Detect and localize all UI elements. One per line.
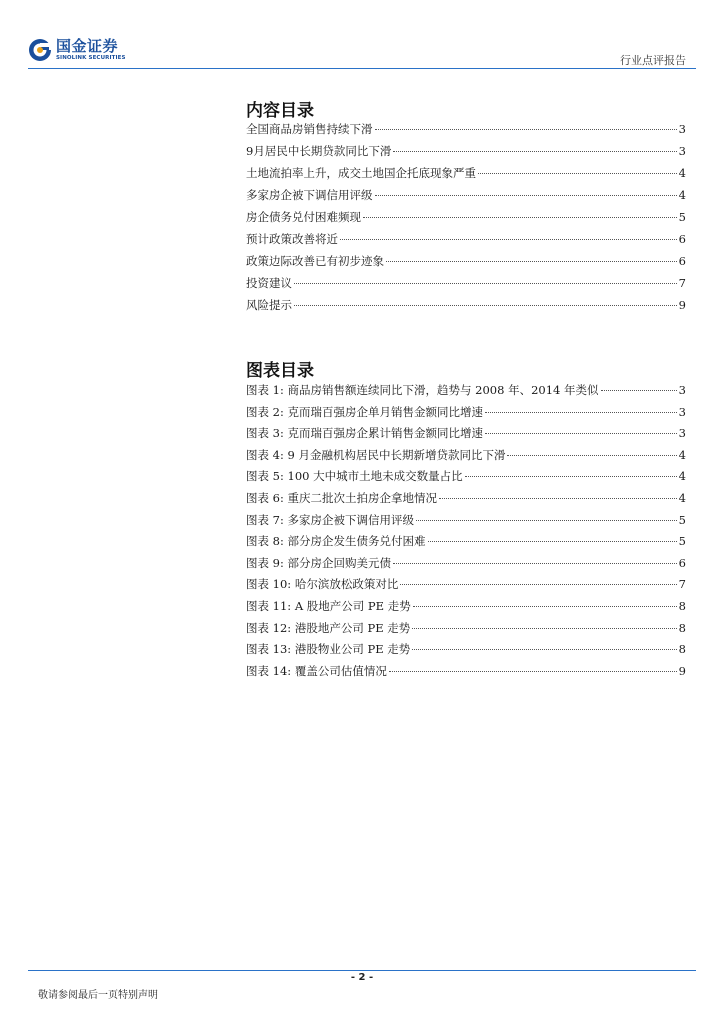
toc-entry-label: 图表 3: 克而瑞百强房企累计销售金额同比增速	[246, 426, 483, 441]
toc-entry-page: 5	[678, 534, 686, 549]
toc-entry-page: 8	[678, 642, 686, 657]
toc-entry-label: 图表 13: 港股物业公司 PE 走势	[246, 642, 411, 657]
brand-name-en: SINOLINK SECURITIES	[56, 54, 126, 61]
toc-entry-page: 6	[678, 254, 686, 268]
toc-entry[interactable]	[246, 555, 686, 577]
toc-entry-page: 5	[678, 210, 686, 224]
toc-leader-dots	[389, 671, 677, 672]
toc-leader-dots	[375, 195, 677, 196]
toc-entry-label: 房企债务兑付困难频现	[246, 210, 361, 224]
toc-entry[interactable]	[246, 231, 686, 253]
toc-entry-page: 6	[678, 555, 686, 570]
toc-entry[interactable]	[246, 490, 686, 512]
toc-entry-label: 图表 2: 克而瑞百强房企单月销售金额同比增速	[246, 404, 483, 419]
toc-entry[interactable]	[246, 382, 686, 404]
toc-entry-label: 政策边际改善已有初步迹象	[246, 254, 384, 268]
toc-entry[interactable]	[246, 275, 686, 297]
toc-entry[interactable]	[246, 143, 686, 165]
toc-leader-dots	[294, 305, 677, 306]
toc-entry-label: 图表 8: 部分房企发生债务兑付困难	[246, 534, 426, 549]
toc-leader-dots	[485, 412, 677, 413]
toc-entry-page: 4	[678, 469, 686, 484]
brand-logo	[28, 38, 126, 62]
toc-entry-label: 图表 12: 港股地产公司 PE 走势	[246, 620, 411, 635]
toc-entry-label: 图表 11: A 股地产公司 PE 走势	[246, 598, 411, 613]
toc-entry-page: 8	[678, 598, 686, 613]
toc-leader-dots	[416, 520, 677, 521]
toc-entry[interactable]	[246, 253, 686, 275]
page-header	[0, 0, 724, 72]
toc-entry[interactable]	[246, 297, 686, 319]
toc-entry-label: 投资建议	[246, 276, 292, 290]
figure-toc	[246, 382, 686, 684]
toc-entry-label: 图表 4: 9 月金融机构居民中长期新增贷款同比下滑	[246, 447, 506, 462]
toc-entry-label: 图表 6: 重庆二批次土拍房企拿地情况	[246, 490, 438, 505]
toc-entry[interactable]	[246, 533, 686, 555]
toc-leader-dots	[485, 433, 677, 434]
toc-entry-label: 多家房企被下调信用评级	[246, 188, 373, 202]
toc-entry[interactable]	[246, 512, 686, 534]
report-type: 行业点评报告	[620, 54, 686, 67]
toc-leader-dots	[412, 649, 676, 650]
toc-entry[interactable]	[246, 598, 686, 620]
content-toc	[246, 121, 686, 319]
header-divider	[28, 68, 696, 69]
toc-entry-label: 图表 10: 哈尔滨放松政策对比	[246, 577, 399, 592]
figure-toc-title: 图表目录	[246, 361, 314, 381]
toc-leader-dots	[393, 563, 677, 564]
toc-entry-page: 9	[678, 663, 686, 678]
toc-entry-page: 6	[678, 232, 686, 246]
toc-entry-page: 3	[678, 144, 686, 158]
toc-entry-label: 图表 14: 覆盖公司估值情况	[246, 663, 387, 678]
toc-entry-label: 风险提示	[246, 298, 292, 312]
toc-entry-page: 3	[678, 426, 686, 441]
toc-leader-dots	[428, 541, 677, 542]
disclaimer: 敬请参阅最后一页特别声明	[38, 990, 158, 1001]
toc-leader-dots	[465, 476, 677, 477]
toc-entry[interactable]	[246, 447, 686, 469]
toc-entry[interactable]	[246, 425, 686, 447]
toc-entry-label: 全国商品房销售持续下滑	[246, 122, 373, 136]
toc-entry-page: 5	[678, 512, 686, 527]
toc-entry-page: 4	[678, 166, 686, 180]
toc-leader-dots	[507, 455, 676, 456]
toc-entry-label: 图表 5: 100 大中城市土地未成交数量占比	[246, 469, 463, 484]
toc-entry[interactable]	[246, 576, 686, 598]
sinolink-logo-icon	[28, 38, 52, 62]
toc-entry[interactable]	[246, 641, 686, 663]
toc-entry-page: 4	[678, 447, 686, 462]
toc-entry-label: 图表 7: 多家房企被下调信用评级	[246, 512, 415, 527]
toc-entry-page: 3	[678, 122, 686, 136]
toc-entry[interactable]	[246, 187, 686, 209]
toc-leader-dots	[478, 173, 677, 174]
toc-leader-dots	[294, 283, 677, 284]
toc-leader-dots	[400, 584, 676, 585]
toc-entry[interactable]	[246, 121, 686, 143]
toc-leader-dots	[386, 261, 677, 262]
toc-entry[interactable]	[246, 468, 686, 490]
toc-leader-dots	[363, 217, 677, 218]
page-number: - 2 -	[350, 972, 374, 983]
brand-name-cn: 国金证券	[56, 36, 119, 55]
toc-leader-dots	[439, 498, 677, 499]
toc-leader-dots	[375, 129, 677, 130]
toc-entry[interactable]	[246, 404, 686, 426]
toc-entry-label: 土地流拍率上升，成交土地国企托底现象严重	[246, 166, 476, 180]
toc-leader-dots	[340, 239, 677, 240]
toc-leader-dots	[412, 628, 676, 629]
toc-entry-page: 7	[678, 276, 686, 290]
toc-leader-dots	[393, 151, 676, 152]
toc-entry-page: 3	[678, 383, 686, 397]
toc-entry-page: 8	[678, 620, 686, 635]
toc-entry[interactable]	[246, 209, 686, 231]
toc-entry-label: 9月居民中长期贷款同比下滑	[246, 144, 392, 158]
content-toc-title: 内容目录	[246, 101, 314, 121]
toc-entry-page: 4	[678, 490, 686, 505]
toc-entry-label: 预计政策改善将近	[246, 232, 338, 246]
toc-entry-page: 9	[678, 298, 686, 312]
toc-entry-label: 图表 1: 商品房销售额连续同比下滑，趋势与 2008 年、2014 年类似	[246, 383, 599, 397]
toc-entry-label: 图表 9: 部分房企回购美元债	[246, 555, 392, 570]
toc-entry-page: 4	[678, 188, 686, 202]
footer-divider	[28, 970, 696, 971]
toc-entry[interactable]	[246, 165, 686, 187]
toc-leader-dots	[601, 390, 677, 391]
toc-leader-dots	[413, 606, 677, 607]
toc-entry-page: 3	[678, 404, 686, 419]
toc-entry[interactable]	[246, 620, 686, 642]
toc-entry-page: 7	[678, 577, 686, 592]
toc-entry[interactable]	[246, 663, 686, 685]
